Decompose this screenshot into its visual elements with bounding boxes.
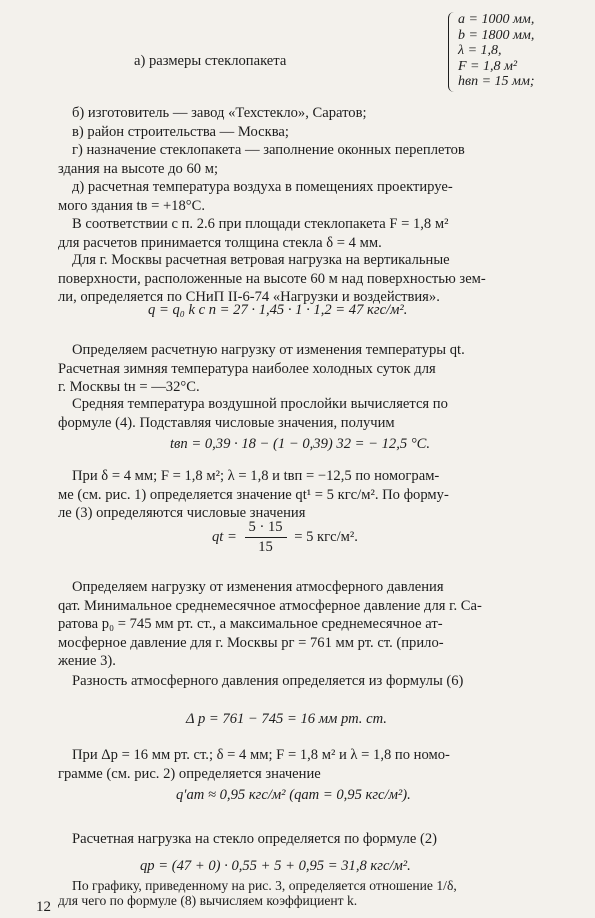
- text-line: жение 3).: [58, 653, 116, 669]
- item-temperature-cont: мого здания tв = +18°С.: [58, 197, 205, 214]
- formula-lhs: qt =: [212, 529, 237, 545]
- text-line: В соответствии с п. 2.6 при площади стеклопакета F = 1,8 м²: [72, 216, 449, 232]
- param-lambda: λ = 1,8,: [458, 43, 502, 58]
- text-line: ле (3) определяются числовые значения: [58, 505, 306, 521]
- param-b: b = 1800 мм,: [458, 27, 535, 43]
- text-line: мосферное давление для г. Москвы pг = 761 мм рт. ст. (прило-: [58, 634, 444, 651]
- paragraph-temperature-load: [58, 341, 558, 397]
- formula-wind-load: q = q₀ k c n = 27 · 1,45 · 1 · 1,2 = 47 кгс/м².: [148, 302, 408, 318]
- text-line: поверхности, расположенные на высоте 60 м над поверхностью зем-: [58, 270, 486, 287]
- item-manufacturer: б) изготовитель — завод «Техстекло», Саратов;: [72, 105, 367, 121]
- text-line: грамме (см. рис. 2) определяется значение: [58, 765, 321, 782]
- page-number: 12: [36, 899, 51, 915]
- formula-rhs: = 5 кгс/м².: [294, 529, 358, 545]
- paragraph-pressure-difference: [58, 672, 558, 691]
- fraction-numerator: 5 · 15: [245, 518, 287, 538]
- text-line: для расчетов принимается толщина стекла δ = 4 мм.: [58, 234, 382, 251]
- text-line: Разность атмосферного давления определяется из формулы (6): [72, 673, 464, 689]
- text-line: г. Москвы tн = —32°С.: [58, 379, 200, 395]
- heading-glass-unit-dimensions: а) размеры стеклопакета: [134, 53, 287, 69]
- text-line: Определяем расчетную нагрузку от изменения температуры qt.: [72, 342, 465, 358]
- fraction: [245, 518, 287, 557]
- text-line: При Δp = 16 мм рт. ст.; δ = 4 мм; F = 1,8 м² и λ = 1,8 по номо-: [72, 747, 450, 763]
- text-line: Расчетная зимняя температура наиболее холодных суток для: [58, 360, 436, 377]
- text-line: Определяем нагрузку от изменения атмосферного давления: [72, 579, 444, 595]
- item-region: в) район строительства — Москва;: [72, 123, 289, 140]
- dimension-parameters: [458, 12, 535, 90]
- text-line: qат. Минимальное среднемесячное атмосферное давление для г. Са-: [58, 597, 482, 614]
- paragraph-wind-load: [58, 251, 558, 307]
- formula-pressure-load: q′ат ≈ 0,95 кгс/м² (qат = 0,95 кгс/м²).: [176, 787, 411, 803]
- text-line: Средняя температура воздушной прослойки вычисляется по: [72, 396, 448, 412]
- conditions-list: [58, 104, 558, 215]
- item-purpose: г) назначение стеклопакета — заполнение оконных переплетов: [72, 142, 465, 158]
- text-line: ратова p₀ = 745 мм рт. ст., а максимальное среднемесячное ат-: [58, 616, 443, 632]
- formula-design-load: qр = (47 + 0) · 0,55 + 5 + 0,95 = 31,8 кгс/м².: [140, 858, 411, 874]
- paragraph-nomogram-2: [58, 746, 558, 783]
- text-line: Для г. Москвы расчетная ветровая нагрузка на вертикальные: [72, 252, 450, 268]
- text-line: При δ = 4 мм; F = 1,8 м²; λ = 1,8 и tвп = −12,5 по номограм-: [72, 468, 440, 484]
- paragraph-graph-ratio-final: [58, 878, 558, 908]
- paragraph-air-gap-temperature: [58, 395, 558, 432]
- text-line: для чего по формуле (8) вычисляем коэффициент k.: [58, 893, 358, 908]
- formula-temperature-load: [212, 518, 358, 557]
- curly-brace: [448, 12, 456, 92]
- paragraph-design-load: [58, 830, 558, 849]
- formula-pressure-difference: Δ p = 761 − 745 = 16 мм рт. ст.: [186, 711, 387, 727]
- fraction-denominator: 15: [258, 539, 273, 555]
- text-line: ме (см. рис. 1) определяется значение qt¹ = 5 кгс/м². По форму-: [58, 486, 449, 503]
- paragraph-glass-thickness: [58, 215, 558, 252]
- text-line: По графику, приведенному на рис. 3, определяется отношение 1/δ,: [72, 878, 457, 893]
- param-a: a = 1000 мм,: [458, 12, 535, 27]
- param-area: F = 1,8 м²: [458, 58, 518, 74]
- text-line: формуле (4). Подставляя числовые значения, получим: [58, 414, 395, 431]
- paragraph-pressure-load: [58, 578, 558, 671]
- text-line: ли, определяется по СНиП II-6-74 «Нагрузки и воздействия».: [58, 289, 440, 305]
- paragraph-nomogram-1: [58, 467, 558, 523]
- item-purpose-cont: здания на высоте до 60 м;: [58, 160, 219, 177]
- item-temperature: д) расчетная температура воздуха в помещениях проектируе-: [72, 179, 453, 195]
- param-gap: hвп = 15 мм;: [458, 74, 535, 89]
- formula-air-gap-temperature: tвп = 0,39 · 18 − (1 − 0,39) 32 = − 12,5 °С.: [170, 436, 431, 452]
- text-line: Расчетная нагрузка на стекло определяется по формуле (2): [72, 831, 437, 847]
